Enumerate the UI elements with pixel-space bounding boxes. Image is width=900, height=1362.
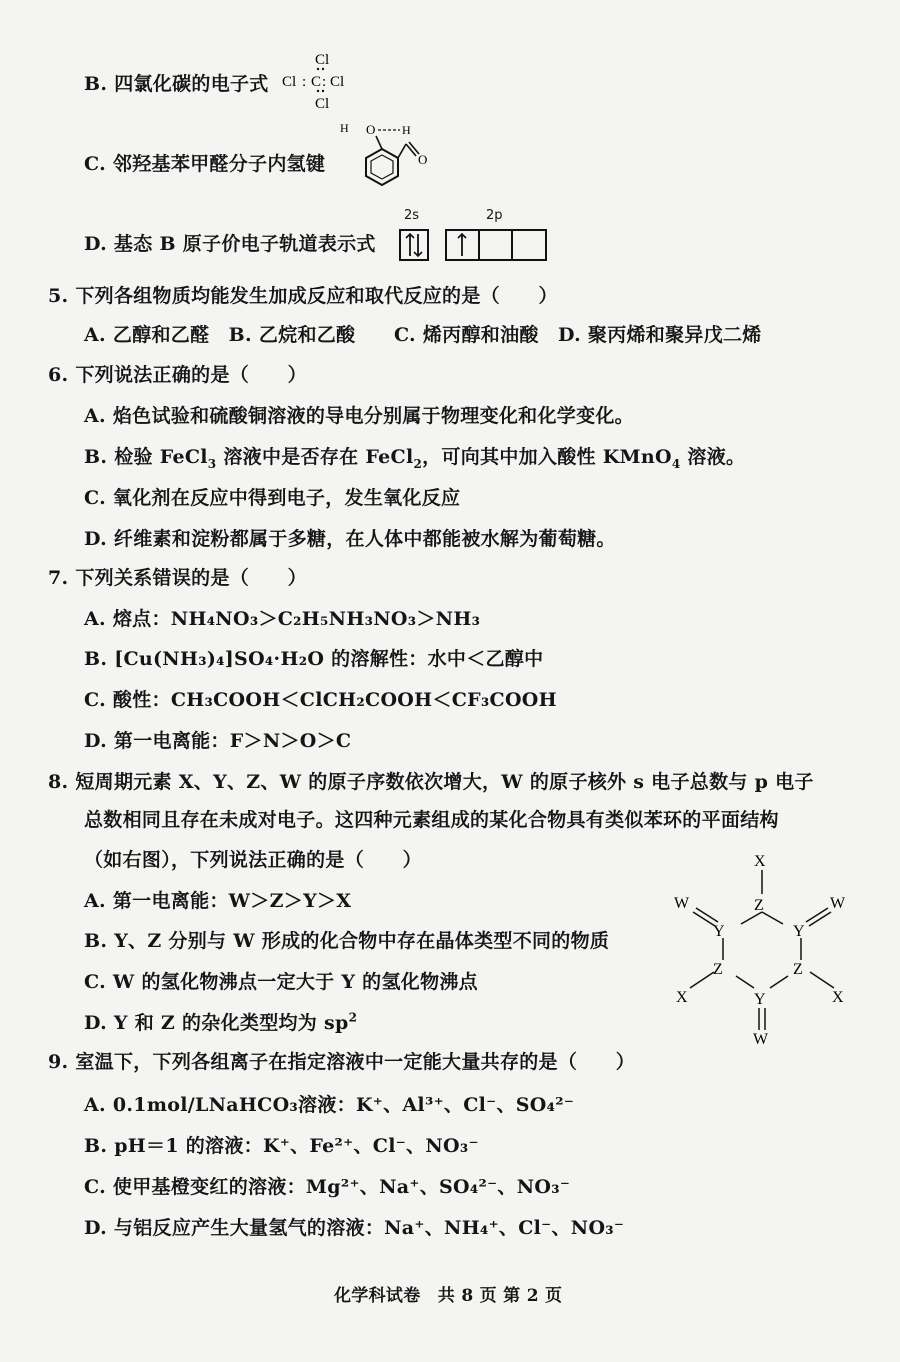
q6-option-a: A. 焰色试验和硫酸铜溶液的导电分别属于物理变化和化学变化。 — [84, 405, 634, 427]
ring-x-right: X — [832, 989, 844, 1006]
q9-option-b: B. pH＝1 的溶液：K⁺、Fe²⁺、Cl⁻、NO₃⁻ — [84, 1135, 479, 1157]
q8-stem-line2: 总数相同且存在未成对电子。这四种元素组成的某化合物具有类似苯环的平面结构 — [84, 809, 779, 831]
q8-stem-line3: （如右图），下列说法正确的是（ ） — [84, 849, 422, 871]
salicylaldehyde-structure — [336, 118, 436, 198]
q7-stem: 7. 下列关系错误的是（ ） — [48, 567, 307, 589]
ring-z-left: Z — [713, 961, 723, 978]
hbond-o1: O — [366, 122, 376, 137]
xyzw-ring-structure — [662, 846, 858, 1046]
q9-option-a: A. 0.1mol/LNaHCO₃溶液：K⁺、Al³⁺、Cl⁻、SO₄²⁻ — [84, 1094, 575, 1116]
q7-option-b: B. [Cu(NH₃)₄]SO₄·H₂O 的溶解性：水中＜乙醇中 — [84, 648, 544, 670]
page-footer: 化学科试卷 共 8 页 第 2 页 — [334, 1286, 563, 1306]
ring-w-left: W — [674, 895, 690, 912]
q6-option-b: B. 检验 FeCl$_3$ 溶液中是否存在 FeCl$_2$，可向其中加入酸性 KMnO$_4$ 溶液。 — [84, 446, 746, 471]
ring-z-right: Z — [793, 961, 803, 978]
hbond-h1: H — [340, 121, 349, 135]
q8-option-d: D. Y 和 Z 的杂化类型均为 $sp^2$ — [84, 1010, 358, 1034]
q4-option-d: D. 基态 B 原子价电子轨道表示式 — [84, 233, 376, 255]
orbital-2p-label: 2p — [486, 208, 503, 223]
boron-orbital-diagram — [398, 226, 550, 266]
svg-text::: : — [322, 74, 327, 90]
ccl4-right-cl: Cl — [330, 74, 345, 90]
q7-option-d: D. 第一电离能：F＞N＞O＞C — [84, 730, 352, 752]
q4-option-b: B. 四氯化碳的电子式 — [84, 73, 269, 95]
orbital-2s-label: 2s — [404, 208, 420, 223]
q7-option-c: C. 酸性：CH₃COOH＜ClCH₂COOH＜CF₃COOH — [84, 689, 557, 711]
q6-option-d: D. 纤维素和淀粉都属于多糖，在人体中都能被水解为葡萄糖。 — [84, 528, 616, 550]
ring-y-right: Y — [793, 923, 805, 940]
ccl4-bottom-cl: Cl — [315, 96, 330, 112]
ring-w-right: W — [830, 895, 846, 912]
q6-option-c: C. 氧化剂在反应中得到电子，发生氧化反应 — [84, 487, 461, 509]
ring-y-bottom: Y — [754, 991, 766, 1008]
q9-option-c: C. 使甲基橙变红的溶液：Mg²⁺、Na⁺、SO₄²⁻、NO₃⁻ — [84, 1176, 571, 1198]
hbond-h2: H — [402, 123, 411, 137]
ring-x-left: X — [676, 989, 688, 1006]
q9-stem: 9. 室温下，下列各组离子在指定溶液中一定能大量共存的是（ ） — [48, 1051, 636, 1073]
q5-options: A. 乙醇和乙醛 B. 乙烷和乙酸 C. 烯丙醇和油酸 D. 聚丙烯和聚异戊二烯 — [84, 324, 762, 346]
q8-option-b: B. Y、Z 分别与 W 形成的化合物中存在晶体类型不同的物质 — [84, 930, 610, 952]
q7-option-a: A. 熔点：NH₄NO₃＞C₂H₅NH₃NO₃＞NH₃ — [84, 608, 481, 630]
ring-z-top: Z — [754, 897, 764, 914]
hbond-o2: O — [418, 152, 428, 167]
ring-y-left: Y — [713, 923, 725, 940]
q8-stem-line1: 8. 短周期元素 X、Y、Z、W 的原子序数依次增大，W 的原子核外 s 电子总数与 p 电子 — [48, 771, 814, 793]
q8-option-c: C. W 的氢化物沸点一定大于 Y 的氢化物沸点 — [84, 971, 478, 993]
ring-w-bottom: W — [753, 1031, 769, 1046]
q4-option-c: C. 邻羟基苯甲醛分子内氢键 — [84, 153, 326, 175]
ccl4-top-cl: Cl — [315, 52, 330, 68]
ccl4-electron-formula — [278, 50, 368, 112]
q8-option-a: A. 第一电离能：W＞Z＞Y＞X — [84, 890, 352, 912]
ring-x-top: X — [754, 853, 766, 870]
q6-stem: 6. 下列说法正确的是（ ） — [48, 364, 307, 386]
ccl4-center-c: C — [311, 74, 322, 90]
q9-option-d: D. 与铝反应产生大量氢气的溶液：Na⁺、NH₄⁺、Cl⁻、NO₃⁻ — [84, 1217, 625, 1239]
ccl4-left-cl: Cl — [282, 74, 297, 90]
svg-text::: : — [302, 74, 307, 90]
q5-stem: 5. 下列各组物质均能发生加成反应和取代反应的是（ ） — [48, 285, 558, 307]
